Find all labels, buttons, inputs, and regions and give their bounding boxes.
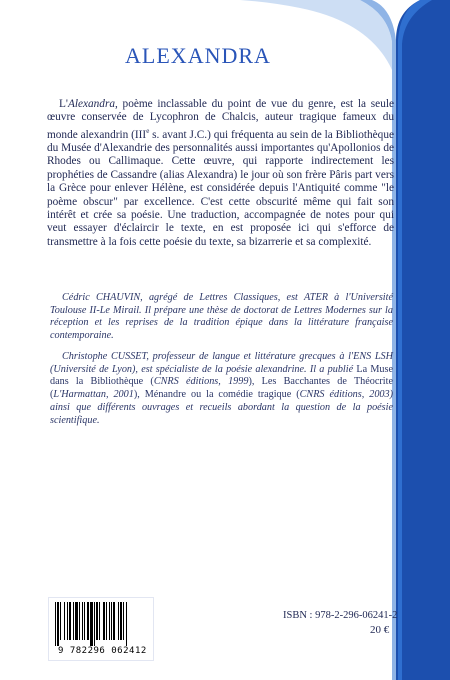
summary-text-2: , poème inclassable du point de vue du genre, est la seule œuvre conservée de Lycophron de Chalcis, auteur tragique fameux du monde alexandrin (III bbox=[47, 98, 394, 141]
bio2-part-a: Christophe CUSSET, professeur de langue et littérature grecques à l'ENS LSH (Université de Lyon), est spécialiste de la poésie alexandrine. Il a publié bbox=[50, 351, 393, 375]
bio2-part-b: La Muse dans la Bibliothèque ( bbox=[50, 363, 393, 388]
summary-italic-title: Alexandra bbox=[67, 98, 115, 110]
bio2-part-d: ), Les Bacchantes de Théocrite ( bbox=[50, 376, 393, 401]
author-bio-chauvin: Cédric CHAUVIN, agrégé de Lettres Classiques, est ATER à l'Université Toulouse II-Le Mirail. Il prépare une thèse de doctorat de Lettres Modernes sur la réception et les reprises de la tradition épique dans la littérature française contemporaine. bbox=[50, 292, 393, 342]
barcode-bars bbox=[49, 598, 153, 648]
summary-text-3: s. avant J.C.) qui fréquenta au sein de la Bibliothèque du Musée d'Alexandrie des personnalités aussi importantes qu'Apollonios de Rhodes ou Callimaque. Cette œuvre, qui rapporte indirectement les prophéties de Cassandre (alias Alexandra) le jour où son frère Pâris part vers la Grèce pour enlever Hélène, est considérée depuis l'Antiquité comme "le poème obscur" par excellence. C'est cette obscurité même qui fait son intérêt et crée sa poésie. Une traduction, accompagnée de notes pour qui veut essayer d'éclaircir le texte, en est proposée ici qui s'efforce de transmettre à la fois cette poésie du texte, sa bizarrerie et sa complexité. bbox=[47, 128, 394, 248]
barcode-digits: 9 782296 062412 bbox=[58, 646, 147, 656]
isbn-number: ISBN : 978-2-296-06241-2 bbox=[283, 610, 398, 621]
price: 20 € bbox=[370, 624, 390, 636]
bio2-part-c: CNRS éditions, 1999 bbox=[153, 376, 249, 388]
summary-text-1: L' bbox=[59, 98, 68, 110]
book-title: ALEXANDRA bbox=[125, 43, 271, 68]
summary-superscript: e bbox=[146, 126, 150, 135]
book-summary bbox=[47, 98, 394, 249]
bio2-part-g: CNRS éditions, 2003) ainsi que différents ouvrages et recueils abordant la question de la poésie scientifique. bbox=[50, 389, 393, 426]
bio2-part-f: ), Ménandre ou la comédie tragique ( bbox=[133, 389, 300, 401]
bio2-part-e: L'Harmattan, 2001 bbox=[53, 389, 134, 401]
author-bio-cusset bbox=[50, 351, 393, 427]
